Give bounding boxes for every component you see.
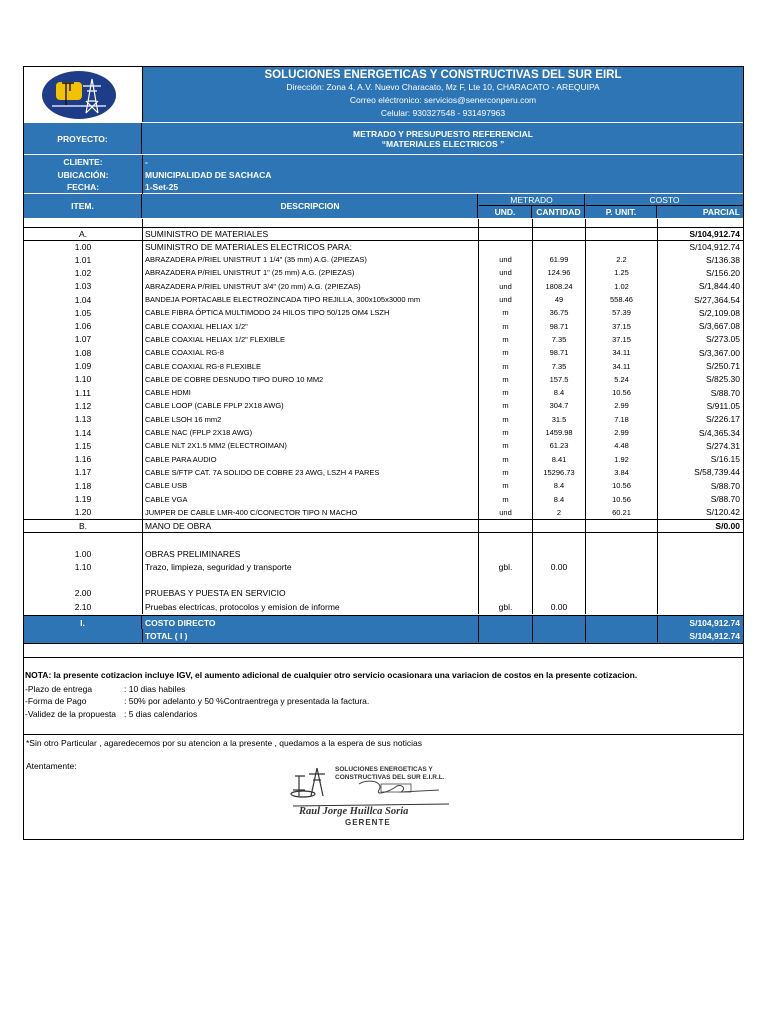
group-a-item: 1.00	[74, 242, 92, 252]
row-unit-price: 1.02	[614, 281, 629, 291]
stamp-line1: SOLUCIONES ENERGETICAS Y	[335, 766, 433, 773]
project-title-line1: METRADO Y PRESUPUESTO REFERENCIAL	[353, 128, 533, 139]
row-item: 1.06	[74, 321, 92, 332]
table-row	[24, 359, 743, 372]
logo-cell	[24, 67, 143, 122]
client-value: -	[145, 157, 148, 167]
budget-sheet	[23, 66, 744, 840]
signer-name: Raul Jorge Huillca Soria	[299, 806, 409, 817]
col-metrado: METRADO	[479, 194, 585, 206]
row-unit: m	[502, 308, 509, 318]
labor-row	[24, 548, 743, 560]
location-label: UBICACIÓN:	[57, 169, 109, 180]
row-quantity: 7.35	[551, 334, 567, 344]
row-description: CABLE FIBRA ÓPTICA MULTIMODO 24 HILOS TIPO 50/125 OM4 LSZH	[145, 308, 390, 318]
row-unit: m	[502, 481, 509, 491]
total-value: S/104,912.74	[689, 630, 740, 641]
row-unit-price: 10.56	[612, 494, 631, 504]
table-row	[24, 492, 743, 505]
row-description: ABRAZADERA P/RIEL UNISTRUT 1 1/4" (35 mm) A.G. (2PIEZAS)	[145, 255, 367, 265]
group-a-description: SUMINISTRO DE MATERIALES ELECTRICOS PARA:	[145, 242, 353, 252]
row-description: CABLE COAXIAL RG-8 FLEXIBLE	[145, 361, 262, 371]
totals-item: I.	[24, 616, 142, 629]
table-row	[24, 453, 743, 466]
row-quantity: 8.4	[553, 481, 565, 491]
labor-description: OBRAS PRELIMINARES	[145, 549, 241, 559]
row-partial: S/16.15	[710, 454, 740, 465]
client-values	[145, 155, 735, 194]
row-partial: S/88.70	[710, 494, 740, 505]
client-labels	[24, 155, 143, 194]
row-description: CABLE NLT 2X1.5 MM2 (ELECTROIMAN)	[145, 441, 287, 451]
row-partial: S/911.05	[706, 400, 740, 411]
row-description: JUMPER DE CABLE LMR-400 C/CONECTOR TIPO N MACHO	[145, 507, 358, 517]
row-partial: S/120.42	[705, 507, 740, 518]
direct-cost-value: S/104,912.74	[689, 617, 740, 628]
table-body	[24, 219, 743, 614]
row-unit: m	[502, 361, 509, 371]
col-item: ITEM.	[24, 194, 142, 218]
plazo-label: -Plazo de entrega	[25, 684, 93, 694]
section-b-row	[24, 520, 743, 532]
row-quantity: 157.5	[549, 374, 569, 384]
row-quantity: 31.5	[551, 414, 567, 424]
signature-stamp	[289, 764, 469, 828]
row-quantity: 8.4	[553, 388, 565, 398]
row-description: BANDEJA PORTACABLE ELECTROZINCADA TIPO REJILLA, 300x105x3000 mm	[145, 295, 421, 305]
row-quantity: 15296.73	[543, 467, 575, 477]
section-a-total: S/104,912.74	[689, 229, 740, 239]
table-row	[24, 373, 743, 386]
row-quantity: 2	[556, 507, 562, 517]
row-quantity: 124.96	[547, 268, 571, 278]
row-unit-price: 7.18	[614, 414, 629, 424]
row-unit: und	[499, 295, 512, 305]
client-label: CLIENTE:	[63, 157, 103, 167]
client-block	[24, 155, 743, 193]
row-partial: S/27,364.54	[694, 294, 740, 305]
project-label: PROYECTO:	[24, 123, 142, 154]
row-partial: S/274.31	[705, 440, 740, 451]
labor-unit: gbl.	[498, 602, 513, 612]
row-item: 1.17	[74, 467, 92, 478]
date-value: 1-Set-25	[145, 182, 179, 192]
row-quantity: 98.71	[549, 348, 569, 358]
row-unit-price: 34.11	[612, 361, 631, 371]
row-partial: S/3,667.08	[698, 321, 740, 332]
row-item: 1.04	[74, 294, 92, 305]
note-text: NOTA: la presente cotizacion incluye IGV, el aumento adicional de cualquier otro servicio ocasionara una variacion de costos en la presente cotizacion.	[25, 670, 638, 680]
row-description: CABLE COAXIAL HELIAX 1/2"	[145, 321, 248, 331]
company-phone: Celular: 930327548 - 931497963	[380, 108, 506, 118]
row-unit: und	[499, 255, 512, 265]
row-quantity: 36.75	[549, 308, 569, 318]
row-item: 1.10	[74, 374, 92, 385]
column-header	[24, 194, 743, 218]
company-address: Dirección: Zona 4, A.V. Nuevo Characato, Mz F, Lte 10, CHARACATO - AREQUIPA	[286, 82, 600, 92]
row-item: 1.02	[74, 267, 92, 278]
row-quantity: 61.23	[549, 441, 569, 451]
thanks-text: *Sin otro Particular , agaredecemos por su atencion a la presente , quedamos a la espera de sus noticias	[26, 738, 422, 748]
labor-row	[24, 587, 743, 599]
row-unit: und	[499, 281, 512, 291]
row-unit-price: 37.15	[612, 321, 631, 331]
group-a-total: S/104,912.74	[689, 242, 740, 252]
row-quantity: 1459.98	[545, 428, 573, 438]
row-partial: S/2,109.08	[698, 307, 740, 318]
row-unit: m	[502, 334, 509, 344]
row-description: CABLE LSOH 16 mm2	[145, 414, 222, 424]
labor-description: PRUEBAS Y PUESTA EN SERVICIO	[145, 588, 286, 598]
table-row	[24, 439, 743, 452]
row-unit-price: 60.21	[612, 507, 631, 517]
company-info	[143, 67, 743, 122]
table-row	[24, 506, 743, 519]
row-description: CABLE PARA AUDIO	[145, 454, 217, 464]
table-row	[24, 386, 743, 399]
row-partial: S/1,844.40	[698, 281, 740, 292]
row-unit-price: 34.11	[612, 348, 631, 358]
row-quantity: 7.35	[551, 361, 567, 371]
row-unit-price: 10.56	[612, 481, 631, 491]
validez-label: -Validez de la propuesta	[25, 709, 117, 719]
project-title-line2: “MATERIALES ELECTRICOS ”	[381, 138, 505, 149]
row-item: 1.15	[74, 440, 92, 451]
labor-item: 1.00	[74, 549, 92, 559]
row-unit-price: 558.46	[610, 295, 633, 305]
row-item: 1.09	[74, 361, 92, 372]
row-item: 1.14	[74, 427, 92, 438]
row-unit-price: 37.15	[612, 334, 631, 344]
direct-cost-label: COSTO DIRECTO	[145, 617, 216, 628]
row-item: 1.01	[74, 254, 92, 265]
row-quantity: 98.71	[549, 321, 569, 331]
row-quantity: 304.7	[549, 401, 569, 411]
table-row	[24, 253, 743, 266]
row-unit: m	[502, 414, 509, 424]
table-row	[24, 306, 743, 319]
table-row	[24, 426, 743, 439]
section-b-item: B.	[78, 521, 88, 531]
table-row	[24, 466, 743, 479]
table-row	[24, 399, 743, 412]
row-description: CABLE COAXIAL HELIAX 1/2" FLEXIBLE	[145, 334, 285, 344]
row-description: CABLE USB	[145, 481, 188, 491]
row-description: ABRAZADERA P/RIEL UNISTRUT 1" (25 mm) A.G. (2PIEZAS)	[145, 268, 355, 278]
company-logo	[42, 71, 116, 119]
row-quantity: 1808.24	[545, 281, 573, 291]
row-partial: S/4,365.34	[698, 427, 740, 438]
header	[24, 67, 743, 122]
labor-row	[24, 601, 743, 613]
row-unit-price: 10.56	[612, 388, 631, 398]
pago-value: : 50% por adelanto y 50 %Contraentrega y presentada la factura.	[124, 696, 370, 706]
pago-label: -Forma de Pago	[25, 696, 87, 706]
closing-text: Atentamente:	[26, 761, 77, 771]
section-a-row	[24, 228, 743, 240]
col-unit: UND.	[479, 206, 532, 218]
row-unit: m	[502, 374, 509, 384]
row-description: CABLE DE COBRE DESNUDO TIPO DURO 10 MM2	[145, 374, 324, 384]
col-quantity: CANTIDAD	[533, 206, 585, 218]
row-item: 1.03	[74, 281, 92, 292]
row-unit-price: 2.99	[614, 401, 629, 411]
row-unit-price: 57.39	[612, 308, 631, 318]
table-row	[24, 280, 743, 293]
row-quantity: 49	[554, 295, 564, 305]
row-quantity: 61.99	[549, 255, 569, 265]
row-item: 1.12	[74, 400, 92, 411]
table-row	[24, 346, 743, 359]
handwritten-signature	[289, 778, 469, 808]
col-description: DESCRIPCION	[143, 194, 478, 218]
location-value: MUNICIPALIDAD DE SACHACA	[145, 169, 272, 180]
row-item: 1.07	[74, 334, 92, 345]
row-unit: m	[502, 388, 509, 398]
stamp-line2: CONSTRUCTIVAS DEL SUR E.I.R.L.	[335, 774, 445, 781]
table-row	[24, 293, 743, 306]
row-unit: m	[502, 401, 509, 411]
labor-row	[24, 561, 743, 573]
col-unit-price: P. UNIT.	[586, 206, 657, 218]
signer-role: GERENTE	[345, 818, 391, 827]
row-item: 1.20	[74, 507, 92, 518]
row-partial: S/273.05	[705, 334, 740, 345]
labor-description: Pruebas electricas, protocolos y emision de informe	[145, 602, 340, 612]
labor-item: 2.00	[74, 588, 92, 598]
row-item: 1.13	[74, 414, 92, 425]
row-unit: m	[502, 441, 509, 451]
row-unit-price: 1.25	[614, 268, 629, 278]
row-partial: S/136.38	[705, 254, 740, 265]
row-unit-price: 2.99	[614, 428, 629, 438]
row-partial: S/226.17	[705, 414, 740, 425]
project-title	[143, 123, 743, 154]
row-item: 1.11	[75, 387, 91, 398]
row-unit-price: 5.24	[614, 374, 629, 384]
row-description: CABLE HDMI	[145, 388, 191, 398]
row-item: 1.16	[74, 454, 92, 465]
table-row	[24, 266, 743, 279]
table-row	[24, 320, 743, 333]
row-description: CABLE VGA	[145, 494, 188, 504]
row-quantity: 8.41	[551, 454, 567, 464]
row-unit-price: 1.92	[614, 454, 629, 464]
row-partial: S/156.20	[705, 267, 740, 278]
row-partial: S/825.30	[705, 374, 740, 385]
labor-item: 2.10	[74, 602, 92, 612]
row-unit-price: 2.2	[616, 255, 627, 265]
labor-qty: 0.00	[550, 562, 568, 572]
row-item: 1.19	[74, 494, 92, 505]
labor-item: 1.10	[74, 562, 92, 572]
row-partial: S/3,367.00	[698, 347, 740, 358]
row-unit: m	[502, 467, 509, 477]
totals-block	[24, 615, 743, 644]
row-item: 1.08	[74, 347, 92, 358]
labor-description: Trazo, limpieza, seguridad y transporte	[145, 562, 292, 572]
row-partial: S/88.70	[710, 387, 740, 398]
section-a-item: A.	[78, 229, 88, 239]
section-b-description: MANO DE OBRA	[145, 521, 212, 531]
labor-qty: 0.00	[550, 602, 568, 612]
company-email: Correo eléctronico: servicios@senerconperu.com	[349, 95, 537, 105]
row-quantity: 8.4	[553, 494, 565, 504]
group-a-row	[24, 241, 743, 253]
validez-value: : 5 dias calendarios	[124, 709, 198, 719]
row-unit: m	[502, 321, 509, 331]
row-unit: und	[499, 268, 512, 278]
col-partial: PARCIAL	[702, 207, 740, 217]
table-row	[24, 479, 743, 492]
transmission-tower-icon	[42, 71, 116, 119]
row-unit: m	[502, 494, 509, 504]
plazo-value: : 10 dias habiles	[124, 684, 186, 694]
col-costo: COSTO	[586, 194, 743, 206]
row-unit: und	[499, 507, 512, 517]
row-partial: S/250.71	[705, 361, 740, 372]
total-label: TOTAL ( I )	[145, 630, 188, 641]
row-partial: S/88.70	[710, 480, 740, 491]
project-row	[24, 123, 743, 154]
row-description: CABLE S/FTP CAT. 7A SOLIDO DE COBRE 23 AWG, LSZH 4 PARES	[145, 467, 380, 477]
row-item: 1.18	[74, 480, 92, 491]
row-unit-price: 4.48	[614, 441, 629, 451]
company-name: SOLUCIONES ENERGETICAS Y CONSTRUCTIVAS DEL SUR EIRL	[264, 69, 622, 81]
row-partial: S/58,739.44	[694, 467, 740, 478]
labor-unit: gbl.	[498, 562, 513, 572]
row-description: CABLE NAC (FPLP 2X18 AWG)	[145, 428, 253, 438]
row-unit: m	[502, 454, 509, 464]
row-description: ABRAZADERA P/RIEL UNISTRUT 3/4" (20 mm) A.G. (2PIEZAS)	[145, 281, 361, 291]
row-description: CABLE LOOP (CABLE FPLP 2X18 AWG)	[145, 401, 284, 411]
table-row	[24, 413, 743, 426]
section-a-description: SUMINISTRO DE MATERIALES	[145, 229, 269, 239]
table-row	[24, 333, 743, 346]
section-b-total: S/0.00	[715, 521, 740, 531]
row-item: 1.05	[74, 307, 92, 318]
row-unit: m	[502, 428, 509, 438]
row-unit: m	[502, 348, 509, 358]
date-label: FECHA:	[66, 182, 100, 192]
row-description: CABLE COAXIAL RG-8	[145, 348, 224, 358]
row-unit-price: 3.84	[614, 467, 629, 477]
